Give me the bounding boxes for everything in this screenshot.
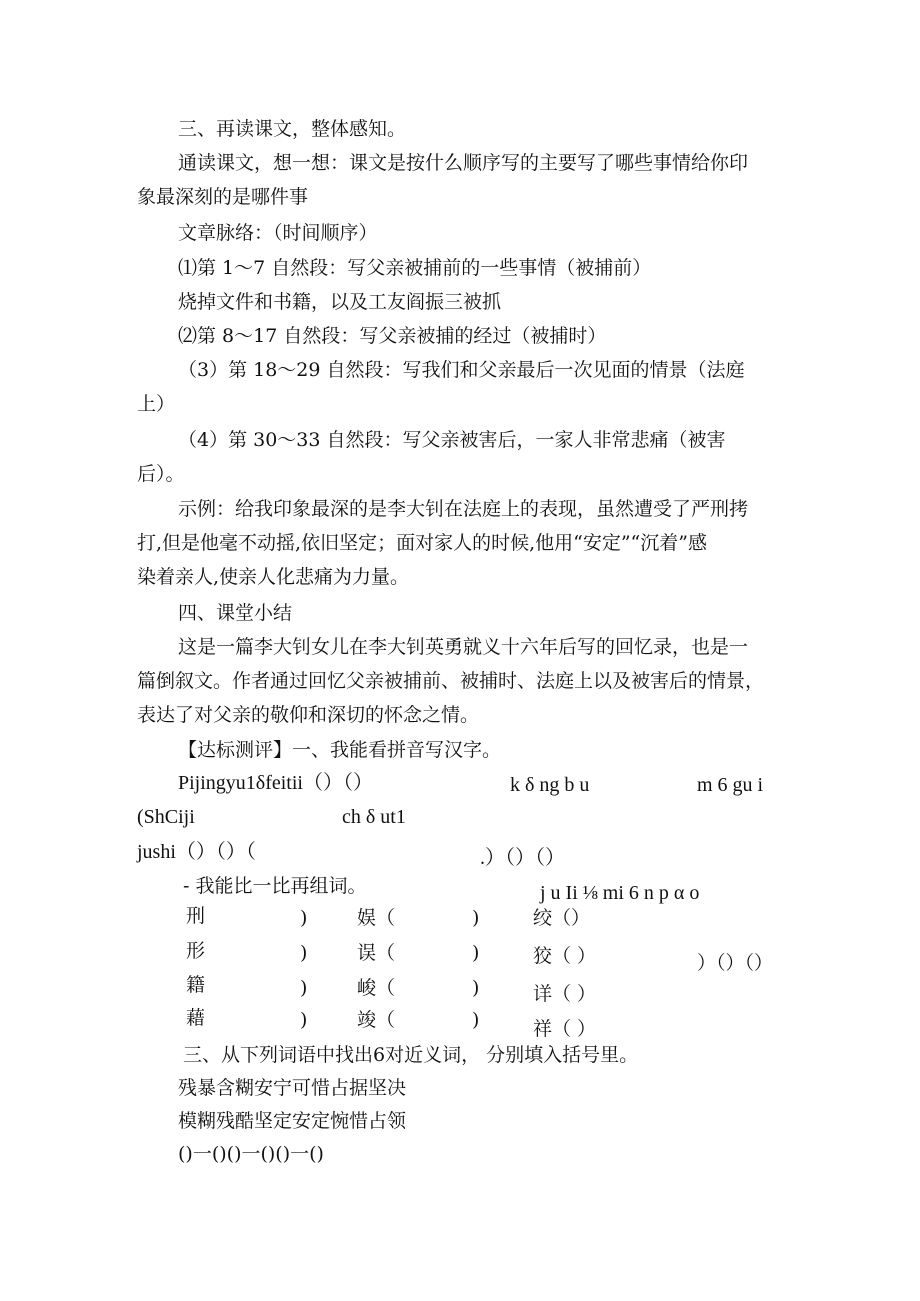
example-line-3: 染着亲人,使亲人化悲痛为力量。 (137, 566, 410, 588)
pinyin-row-1c: m 6 gu i (697, 774, 764, 796)
compare-char-3: 详（ ） (533, 983, 597, 1005)
compare-paren-1: ) (300, 907, 308, 929)
example-line-1: 示例：给我印象最深的是李大钊在法庭上的表现，虽然遭受了严刑拷 (178, 498, 749, 520)
outline-item-3-line-1: （3）第 18～29 自然段：写我们和父亲最后一次见面的情景（法庭 (178, 359, 745, 381)
compare-paren-1: ) (300, 942, 308, 964)
summary-line-3: 表达了对父亲的敬仰和深切的怀念之情。 (137, 704, 480, 726)
compare-paren-1: ) (300, 977, 308, 999)
word-list-2: 模糊残酷坚定安定惋惜占领 (178, 1110, 407, 1132)
compare-char-3: 祥（ ） (533, 1018, 597, 1040)
word-list-1: 残暴含糊安宁可惜占据坚决 (178, 1077, 407, 1099)
compare-char-3: 狡（ ） (533, 945, 597, 967)
compare-char-1: 形 (186, 940, 206, 962)
pinyin-row-2a: (ShCiji (137, 806, 195, 828)
outline-item-4-line-1: （4）第 30～33 自然段：写父亲被害后，一家人非常悲痛（被害 (178, 429, 726, 451)
pinyin-row-1b: k δ ng b u (510, 774, 590, 796)
q3-heading: 三、从下列词语中找出6对近义词， 分别填入括号里。 (183, 1044, 639, 1066)
outline-title: 文章脉络：（时间顺序） (178, 222, 378, 244)
pinyin-row-1a: Pijingyu1δfeitii（）（） (178, 772, 373, 794)
q2-heading: - 我能比一比再组词。 (183, 875, 367, 897)
question-line-1: 通读课文，想一想：课文是按什么顺序写的主要写了哪些事情给你印 (178, 152, 749, 174)
answer-line: ()一()()一()()一() (178, 1143, 324, 1165)
outline-item-1: ⑴第 1～7 自然段：写父亲被捕前的一些事情（被捕前） (178, 257, 652, 279)
pinyin-row-2b: ch δ ut1 (342, 806, 406, 828)
compare-char-2: 峻（ (357, 977, 396, 999)
summary-line-2: 篇倒叙文。作者通过回忆父亲被捕前、被捕时、法庭上以及被害后的情景， (137, 670, 765, 692)
example-line-2: 打,但是他毫不动摇,依旧坚定；面对家人的时候,他用“安定”“沉着”感 (137, 532, 707, 554)
summary-line-1: 这是一篇李大钊女儿在李大钊英勇就义十六年后写的回忆录，也是一 (178, 636, 749, 658)
outline-item-1-detail: 烧掉文件和书籍，以及工友阎振三被抓 (178, 291, 502, 313)
compare-char-2: 竣（ (357, 1009, 396, 1031)
test-heading: 【达标测评】一、我能看拼音写汉字。 (178, 739, 502, 761)
compare-paren-2: ) (472, 977, 480, 999)
compare-paren-2: ) (472, 942, 480, 964)
compare-paren-2: ) (472, 907, 480, 929)
compare-char-1: 刑 (186, 905, 206, 927)
compare-char-2: 娱（ (357, 907, 396, 929)
compare-char-2: 误（ (357, 942, 396, 964)
section4-heading: 四、课堂小结 (178, 602, 293, 624)
pinyin-row-3a: jushi（）（）（ (137, 841, 256, 863)
compare-char-1: 藉 (186, 1007, 206, 1029)
section3-heading: 三、再读课文，整体感知。 (178, 118, 407, 140)
pinyin-row-3b: .）（）（） (480, 847, 565, 869)
clipped-row (533, 1016, 683, 1040)
pinyin-row-4: j u Ii ⅛ mi 6 n p α o (540, 882, 700, 904)
compare-paren-1: ) (300, 1009, 308, 1031)
question-line-2: 象最深刻的是哪件事 (137, 186, 309, 208)
outline-item-3-line-2: 上） (137, 393, 176, 415)
side-parens: ）（）（） (697, 952, 774, 974)
outline-item-2: ⑵第 8～17 自然段：写父亲被捕的经过（被捕时） (178, 325, 607, 347)
compare-char-3: 绞（） (533, 907, 591, 929)
outline-item-4-line-2: 后）。 (137, 463, 185, 485)
compare-char-1: 籍 (186, 974, 206, 996)
compare-paren-2: ) (472, 1009, 480, 1031)
